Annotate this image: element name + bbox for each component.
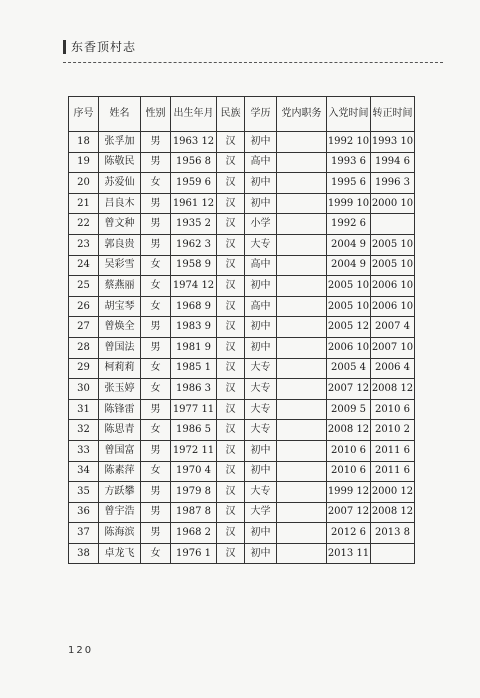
cell-col-birth: 1958 9	[171, 255, 217, 276]
cell-col-join-date: 2005 4	[327, 358, 371, 379]
cell-col-name: 曾国法	[99, 337, 141, 358]
cell-col-gender: 男	[141, 502, 171, 523]
cell-col-name: 方跃攀	[99, 482, 141, 503]
cell-col-index: 31	[69, 399, 99, 420]
table-row	[69, 337, 415, 358]
cell-col-join-date: 2004 9	[327, 255, 371, 276]
cell-col-confirm-date: 2000 10	[371, 193, 415, 214]
table-row	[69, 276, 415, 297]
cell-col-birth: 1962 3	[171, 234, 217, 255]
cell-col-index: 34	[69, 461, 99, 482]
table-row	[69, 173, 415, 194]
cell-col-join-date: 2007 12	[327, 379, 371, 400]
cell-col-birth: 1977 11	[171, 399, 217, 420]
cell-col-party-post	[277, 317, 327, 338]
cell-col-ethnicity: 汉	[217, 502, 245, 523]
cell-col-confirm-date: 1993 10	[371, 132, 415, 153]
cell-col-name: 曾焕全	[99, 317, 141, 338]
cell-col-ethnicity: 汉	[217, 379, 245, 400]
cell-col-party-post	[277, 461, 327, 482]
cell-col-gender: 男	[141, 214, 171, 235]
cell-col-education: 初中	[245, 132, 277, 153]
cell-col-party-post	[277, 296, 327, 317]
cell-col-index: 36	[69, 502, 99, 523]
cell-col-confirm-date: 2006 4	[371, 358, 415, 379]
cell-col-name: 陈敬民	[99, 152, 141, 173]
cell-col-ethnicity: 汉	[217, 461, 245, 482]
cell-col-join-date: 1993 6	[327, 152, 371, 173]
table-row	[69, 358, 415, 379]
member-table-container	[68, 96, 414, 564]
cell-col-birth: 1961 12	[171, 193, 217, 214]
cell-col-name: 苏爱仙	[99, 173, 141, 194]
cell-col-name: 曾文种	[99, 214, 141, 235]
header-col-ethnicity: 民族	[217, 97, 245, 132]
cell-col-index: 37	[69, 523, 99, 544]
party-member-table	[68, 96, 415, 564]
cell-col-name: 蔡燕丽	[99, 276, 141, 297]
table-row	[69, 234, 415, 255]
cell-col-confirm-date	[371, 214, 415, 235]
table-row	[69, 317, 415, 338]
cell-col-party-post	[277, 255, 327, 276]
cell-col-ethnicity: 汉	[217, 482, 245, 503]
cell-col-ethnicity: 汉	[217, 152, 245, 173]
cell-col-index: 28	[69, 337, 99, 358]
cell-col-party-post	[277, 234, 327, 255]
cell-col-gender: 女	[141, 543, 171, 564]
cell-col-birth: 1987 8	[171, 502, 217, 523]
cell-col-education: 大专	[245, 379, 277, 400]
cell-col-name: 陈海滨	[99, 523, 141, 544]
cell-col-index: 24	[69, 255, 99, 276]
table-row	[69, 296, 415, 317]
cell-col-gender: 男	[141, 132, 171, 153]
cell-col-ethnicity: 汉	[217, 193, 245, 214]
cell-col-education: 高中	[245, 255, 277, 276]
cell-col-gender: 女	[141, 420, 171, 441]
cell-col-education: 初中	[245, 440, 277, 461]
cell-col-join-date: 2008 12	[327, 420, 371, 441]
cell-col-index: 25	[69, 276, 99, 297]
cell-col-ethnicity: 汉	[217, 317, 245, 338]
cell-col-party-post	[277, 193, 327, 214]
cell-col-ethnicity: 汉	[217, 255, 245, 276]
cell-col-join-date: 2009 5	[327, 399, 371, 420]
cell-col-join-date: 2006 10	[327, 337, 371, 358]
cell-col-birth: 1985 1	[171, 358, 217, 379]
cell-col-confirm-date: 2010 2	[371, 420, 415, 441]
cell-col-name: 陈素萍	[99, 461, 141, 482]
cell-col-confirm-date: 2005 10	[371, 234, 415, 255]
cell-col-education: 高中	[245, 152, 277, 173]
table-header-row	[69, 97, 415, 132]
cell-col-confirm-date: 1994 6	[371, 152, 415, 173]
cell-col-confirm-date: 2006 10	[371, 296, 415, 317]
table-row	[69, 152, 415, 173]
cell-col-birth: 1970 4	[171, 461, 217, 482]
cell-col-index: 21	[69, 193, 99, 214]
cell-col-ethnicity: 汉	[217, 440, 245, 461]
cell-col-join-date: 1995 6	[327, 173, 371, 194]
table-row	[69, 502, 415, 523]
table-row	[69, 420, 415, 441]
cell-col-gender: 男	[141, 152, 171, 173]
cell-col-confirm-date: 2010 6	[371, 399, 415, 420]
cell-col-birth: 1986 3	[171, 379, 217, 400]
cell-col-party-post	[277, 337, 327, 358]
cell-col-party-post	[277, 276, 327, 297]
cell-col-confirm-date: 2008 12	[371, 502, 415, 523]
table-row	[69, 399, 415, 420]
cell-col-confirm-date: 2006 10	[371, 276, 415, 297]
table-row	[69, 543, 415, 564]
table-row	[69, 379, 415, 400]
cell-col-name: 胡宝琴	[99, 296, 141, 317]
cell-col-join-date: 1999 12	[327, 482, 371, 503]
cell-col-education: 初中	[245, 523, 277, 544]
cell-col-name: 卓龙飞	[99, 543, 141, 564]
header-col-birth: 出生年月	[171, 97, 217, 132]
cell-col-confirm-date: 2008 12	[371, 379, 415, 400]
table-row	[69, 214, 415, 235]
cell-col-name: 郭良贵	[99, 234, 141, 255]
cell-col-gender: 男	[141, 317, 171, 338]
cell-col-education: 小学	[245, 214, 277, 235]
cell-col-join-date: 2005 10	[327, 276, 371, 297]
cell-col-confirm-date: 2007 4	[371, 317, 415, 338]
cell-col-education: 高中	[245, 296, 277, 317]
cell-col-education: 初中	[245, 317, 277, 338]
cell-col-confirm-date: 2013 8	[371, 523, 415, 544]
cell-col-name: 曾宇浩	[99, 502, 141, 523]
table-row	[69, 523, 415, 544]
cell-col-gender: 男	[141, 193, 171, 214]
cell-col-party-post	[277, 173, 327, 194]
cell-col-name: 张玉婷	[99, 379, 141, 400]
header-col-index: 序号	[69, 97, 99, 132]
cell-col-party-post	[277, 132, 327, 153]
cell-col-education: 大专	[245, 399, 277, 420]
cell-col-ethnicity: 汉	[217, 358, 245, 379]
cell-col-birth: 1956 8	[171, 152, 217, 173]
cell-col-party-post	[277, 379, 327, 400]
cell-col-join-date: 2010 6	[327, 461, 371, 482]
cell-col-party-post	[277, 440, 327, 461]
cell-col-gender: 男	[141, 337, 171, 358]
cell-col-education: 大专	[245, 234, 277, 255]
cell-col-index: 33	[69, 440, 99, 461]
table-row	[69, 482, 415, 503]
cell-col-education: 初中	[245, 337, 277, 358]
cell-col-birth: 1959 6	[171, 173, 217, 194]
cell-col-join-date: 2007 12	[327, 502, 371, 523]
cell-col-name: 曾国富	[99, 440, 141, 461]
header-col-party-post: 党内职务	[277, 97, 327, 132]
cell-col-join-date: 1992 10	[327, 132, 371, 153]
cell-col-birth: 1986 5	[171, 420, 217, 441]
cell-col-index: 20	[69, 173, 99, 194]
cell-col-party-post	[277, 482, 327, 503]
cell-col-gender: 女	[141, 296, 171, 317]
cell-col-index: 19	[69, 152, 99, 173]
cell-col-gender: 女	[141, 379, 171, 400]
cell-col-join-date: 2010 6	[327, 440, 371, 461]
cell-col-name: 陈思青	[99, 420, 141, 441]
header-col-education: 学历	[245, 97, 277, 132]
page-number: 120	[68, 645, 94, 656]
cell-col-index: 18	[69, 132, 99, 153]
cell-col-join-date: 2013 11	[327, 543, 371, 564]
cell-col-index: 29	[69, 358, 99, 379]
cell-col-birth: 1935 2	[171, 214, 217, 235]
cell-col-birth: 1968 2	[171, 523, 217, 544]
cell-col-confirm-date: 2007 10	[371, 337, 415, 358]
cell-col-ethnicity: 汉	[217, 276, 245, 297]
cell-col-birth: 1981 9	[171, 337, 217, 358]
cell-col-gender: 男	[141, 523, 171, 544]
cell-col-party-post	[277, 358, 327, 379]
cell-col-name: 柯莉莉	[99, 358, 141, 379]
cell-col-party-post	[277, 214, 327, 235]
header-col-join-date: 入党时间	[327, 97, 371, 132]
book-title: 东香顶村志	[71, 40, 137, 54]
cell-col-party-post	[277, 399, 327, 420]
cell-col-join-date: 1992 6	[327, 214, 371, 235]
cell-col-ethnicity: 汉	[217, 399, 245, 420]
table-row	[69, 132, 415, 153]
cell-col-gender: 女	[141, 255, 171, 276]
cell-col-gender: 男	[141, 234, 171, 255]
cell-col-birth: 1972 11	[171, 440, 217, 461]
cell-col-index: 35	[69, 482, 99, 503]
cell-col-party-post	[277, 152, 327, 173]
cell-col-ethnicity: 汉	[217, 173, 245, 194]
cell-col-join-date: 1999 10	[327, 193, 371, 214]
cell-col-index: 22	[69, 214, 99, 235]
cell-col-gender: 女	[141, 358, 171, 379]
cell-col-gender: 女	[141, 461, 171, 482]
cell-col-ethnicity: 汉	[217, 543, 245, 564]
cell-col-index: 26	[69, 296, 99, 317]
cell-col-confirm-date: 2000 12	[371, 482, 415, 503]
running-header	[63, 38, 136, 55]
cell-col-confirm-date: 2011 6	[371, 461, 415, 482]
cell-col-birth: 1968 9	[171, 296, 217, 317]
cell-col-confirm-date: 2005 10	[371, 255, 415, 276]
cell-col-birth: 1983 9	[171, 317, 217, 338]
cell-col-ethnicity: 汉	[217, 523, 245, 544]
cell-col-ethnicity: 汉	[217, 296, 245, 317]
header-col-confirm-date: 转正时间	[371, 97, 415, 132]
cell-col-index: 27	[69, 317, 99, 338]
cell-col-join-date: 2012 6	[327, 523, 371, 544]
cell-col-education: 初中	[245, 193, 277, 214]
cell-col-index: 23	[69, 234, 99, 255]
table-row	[69, 255, 415, 276]
cell-col-education: 大学	[245, 502, 277, 523]
cell-col-education: 大专	[245, 482, 277, 503]
cell-col-education: 初中	[245, 543, 277, 564]
cell-col-birth: 1979 8	[171, 482, 217, 503]
cell-col-education: 初中	[245, 173, 277, 194]
cell-col-gender: 男	[141, 399, 171, 420]
header-col-name: 姓名	[99, 97, 141, 132]
cell-col-name: 吕良木	[99, 193, 141, 214]
cell-col-name: 陈锋雷	[99, 399, 141, 420]
cell-col-education: 大专	[245, 358, 277, 379]
cell-col-party-post	[277, 502, 327, 523]
cell-col-gender: 女	[141, 276, 171, 297]
cell-col-index: 32	[69, 420, 99, 441]
cell-col-join-date: 2005 12	[327, 317, 371, 338]
cell-col-ethnicity: 汉	[217, 214, 245, 235]
cell-col-ethnicity: 汉	[217, 132, 245, 153]
cell-col-name: 张孚加	[99, 132, 141, 153]
cell-col-name: 吴彩雪	[99, 255, 141, 276]
cell-col-party-post	[277, 543, 327, 564]
cell-col-party-post	[277, 523, 327, 544]
cell-col-birth: 1963 12	[171, 132, 217, 153]
table-row	[69, 461, 415, 482]
cell-col-birth: 1974 12	[171, 276, 217, 297]
header-col-gender: 性别	[141, 97, 171, 132]
cell-col-confirm-date: 1996 3	[371, 173, 415, 194]
table-row	[69, 440, 415, 461]
cell-col-ethnicity: 汉	[217, 420, 245, 441]
cell-col-join-date: 2005 10	[327, 296, 371, 317]
cell-col-confirm-date: 2011 6	[371, 440, 415, 461]
cell-col-confirm-date	[371, 543, 415, 564]
cell-col-ethnicity: 汉	[217, 234, 245, 255]
cell-col-education: 初中	[245, 461, 277, 482]
cell-col-gender: 男	[141, 440, 171, 461]
table-body	[69, 132, 415, 564]
cell-col-index: 38	[69, 543, 99, 564]
cell-col-gender: 女	[141, 173, 171, 194]
header-divider	[63, 62, 443, 63]
cell-col-education: 初中	[245, 276, 277, 297]
cell-col-gender: 男	[141, 482, 171, 503]
cell-col-education: 大专	[245, 420, 277, 441]
cell-col-join-date: 2004 9	[327, 234, 371, 255]
cell-col-party-post	[277, 420, 327, 441]
cell-col-ethnicity: 汉	[217, 337, 245, 358]
table-row	[69, 193, 415, 214]
cell-col-birth: 1976 1	[171, 543, 217, 564]
cell-col-index: 30	[69, 379, 99, 400]
